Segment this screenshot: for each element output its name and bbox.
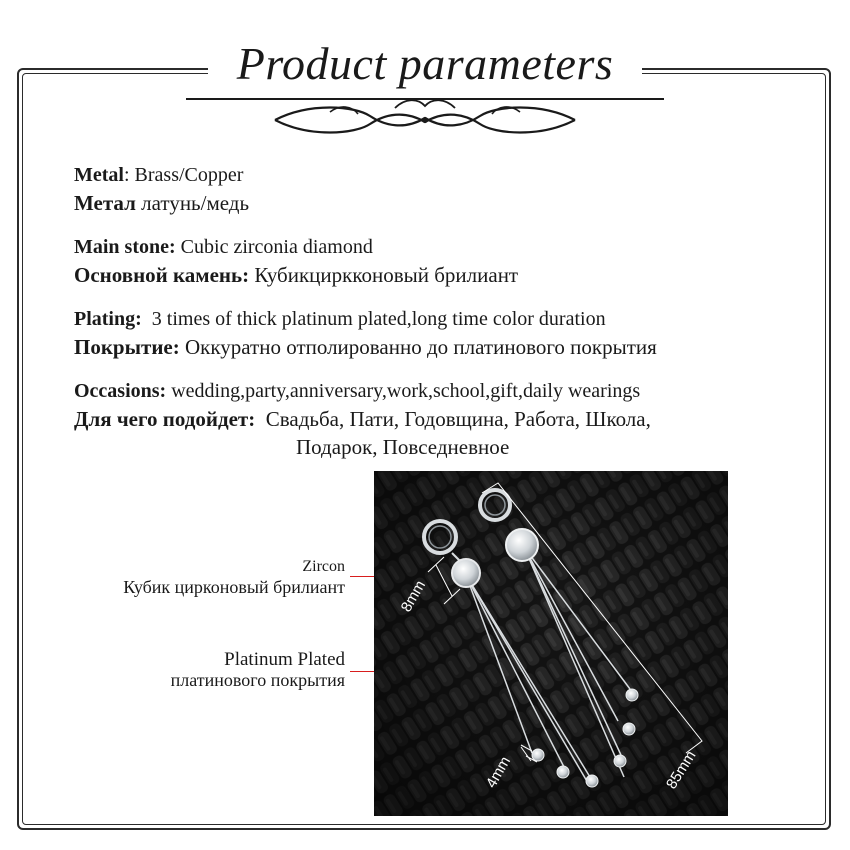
spec-line-ru: [74, 261, 794, 289]
spec-line-en: [74, 305, 794, 333]
spec-metal: [74, 161, 794, 217]
spec-value-continuation: Подарок, Повседневное: [296, 435, 510, 459]
spec-line-ru: [74, 333, 794, 361]
spec-label: Main stone:: [74, 236, 176, 258]
spec-label: Metal: [74, 164, 124, 186]
spec-value: Оккуратно отполированно до платинового покрытия: [185, 335, 657, 359]
spec-value: Brass/Copper: [134, 164, 244, 186]
spec-plating: [74, 305, 794, 361]
callout-label-en: Platinum Plated: [224, 649, 345, 670]
earrings-photo: [374, 471, 728, 816]
spec-value: Cubic zirconia diamond: [180, 236, 373, 258]
spec-label: Покрытие:: [74, 335, 180, 359]
spec-line-ru: [74, 189, 794, 217]
spec-label: Основной камень:: [74, 263, 250, 287]
spec-line-en: [74, 377, 794, 405]
spec-label: Для чего подойдет:: [74, 407, 256, 431]
drop-size-label: 4mm: [482, 753, 515, 791]
spec-label: Метал: [74, 191, 136, 215]
spec-separator: [255, 407, 266, 431]
platinum-callout: [171, 649, 345, 691]
spec-separator: :: [123, 164, 135, 186]
length-label: 85mm: [662, 747, 700, 793]
spec-line-ru: [74, 405, 794, 433]
zircon-callout: [123, 556, 345, 598]
spec-label: Occasions:: [74, 380, 167, 402]
stone-size-label: 8mm: [397, 577, 430, 615]
spec-label: Plating:: [74, 308, 142, 330]
callout-label-en: Zircon: [302, 558, 345, 575]
spec-value: латунь/медь: [141, 191, 250, 215]
page-title: Product parameters: [236, 38, 614, 89]
callout-label-ru: платинового покрытия: [170, 670, 345, 690]
specs-list: [74, 161, 794, 477]
spec-value: Кубикциркконовый брилиант: [254, 263, 519, 287]
spec-value: 3 times of thick platinum plated,long time color duration: [151, 308, 606, 330]
spec-separator: [142, 308, 152, 330]
flourish-ornament-icon: [180, 94, 670, 144]
spec-value: Свадьба, Пати, Годовщина, Работа, Школа,: [265, 407, 651, 431]
callout-label-ru: Кубик цирконовый брилиант: [123, 577, 345, 597]
spec-value: wedding,party,anniversary,work,school,gift,daily wearings: [171, 380, 641, 402]
spec-occasions: [74, 377, 794, 461]
spec-line-en: [74, 233, 794, 261]
spec-line-en: [74, 161, 794, 189]
spec-main-stone: [74, 233, 794, 289]
